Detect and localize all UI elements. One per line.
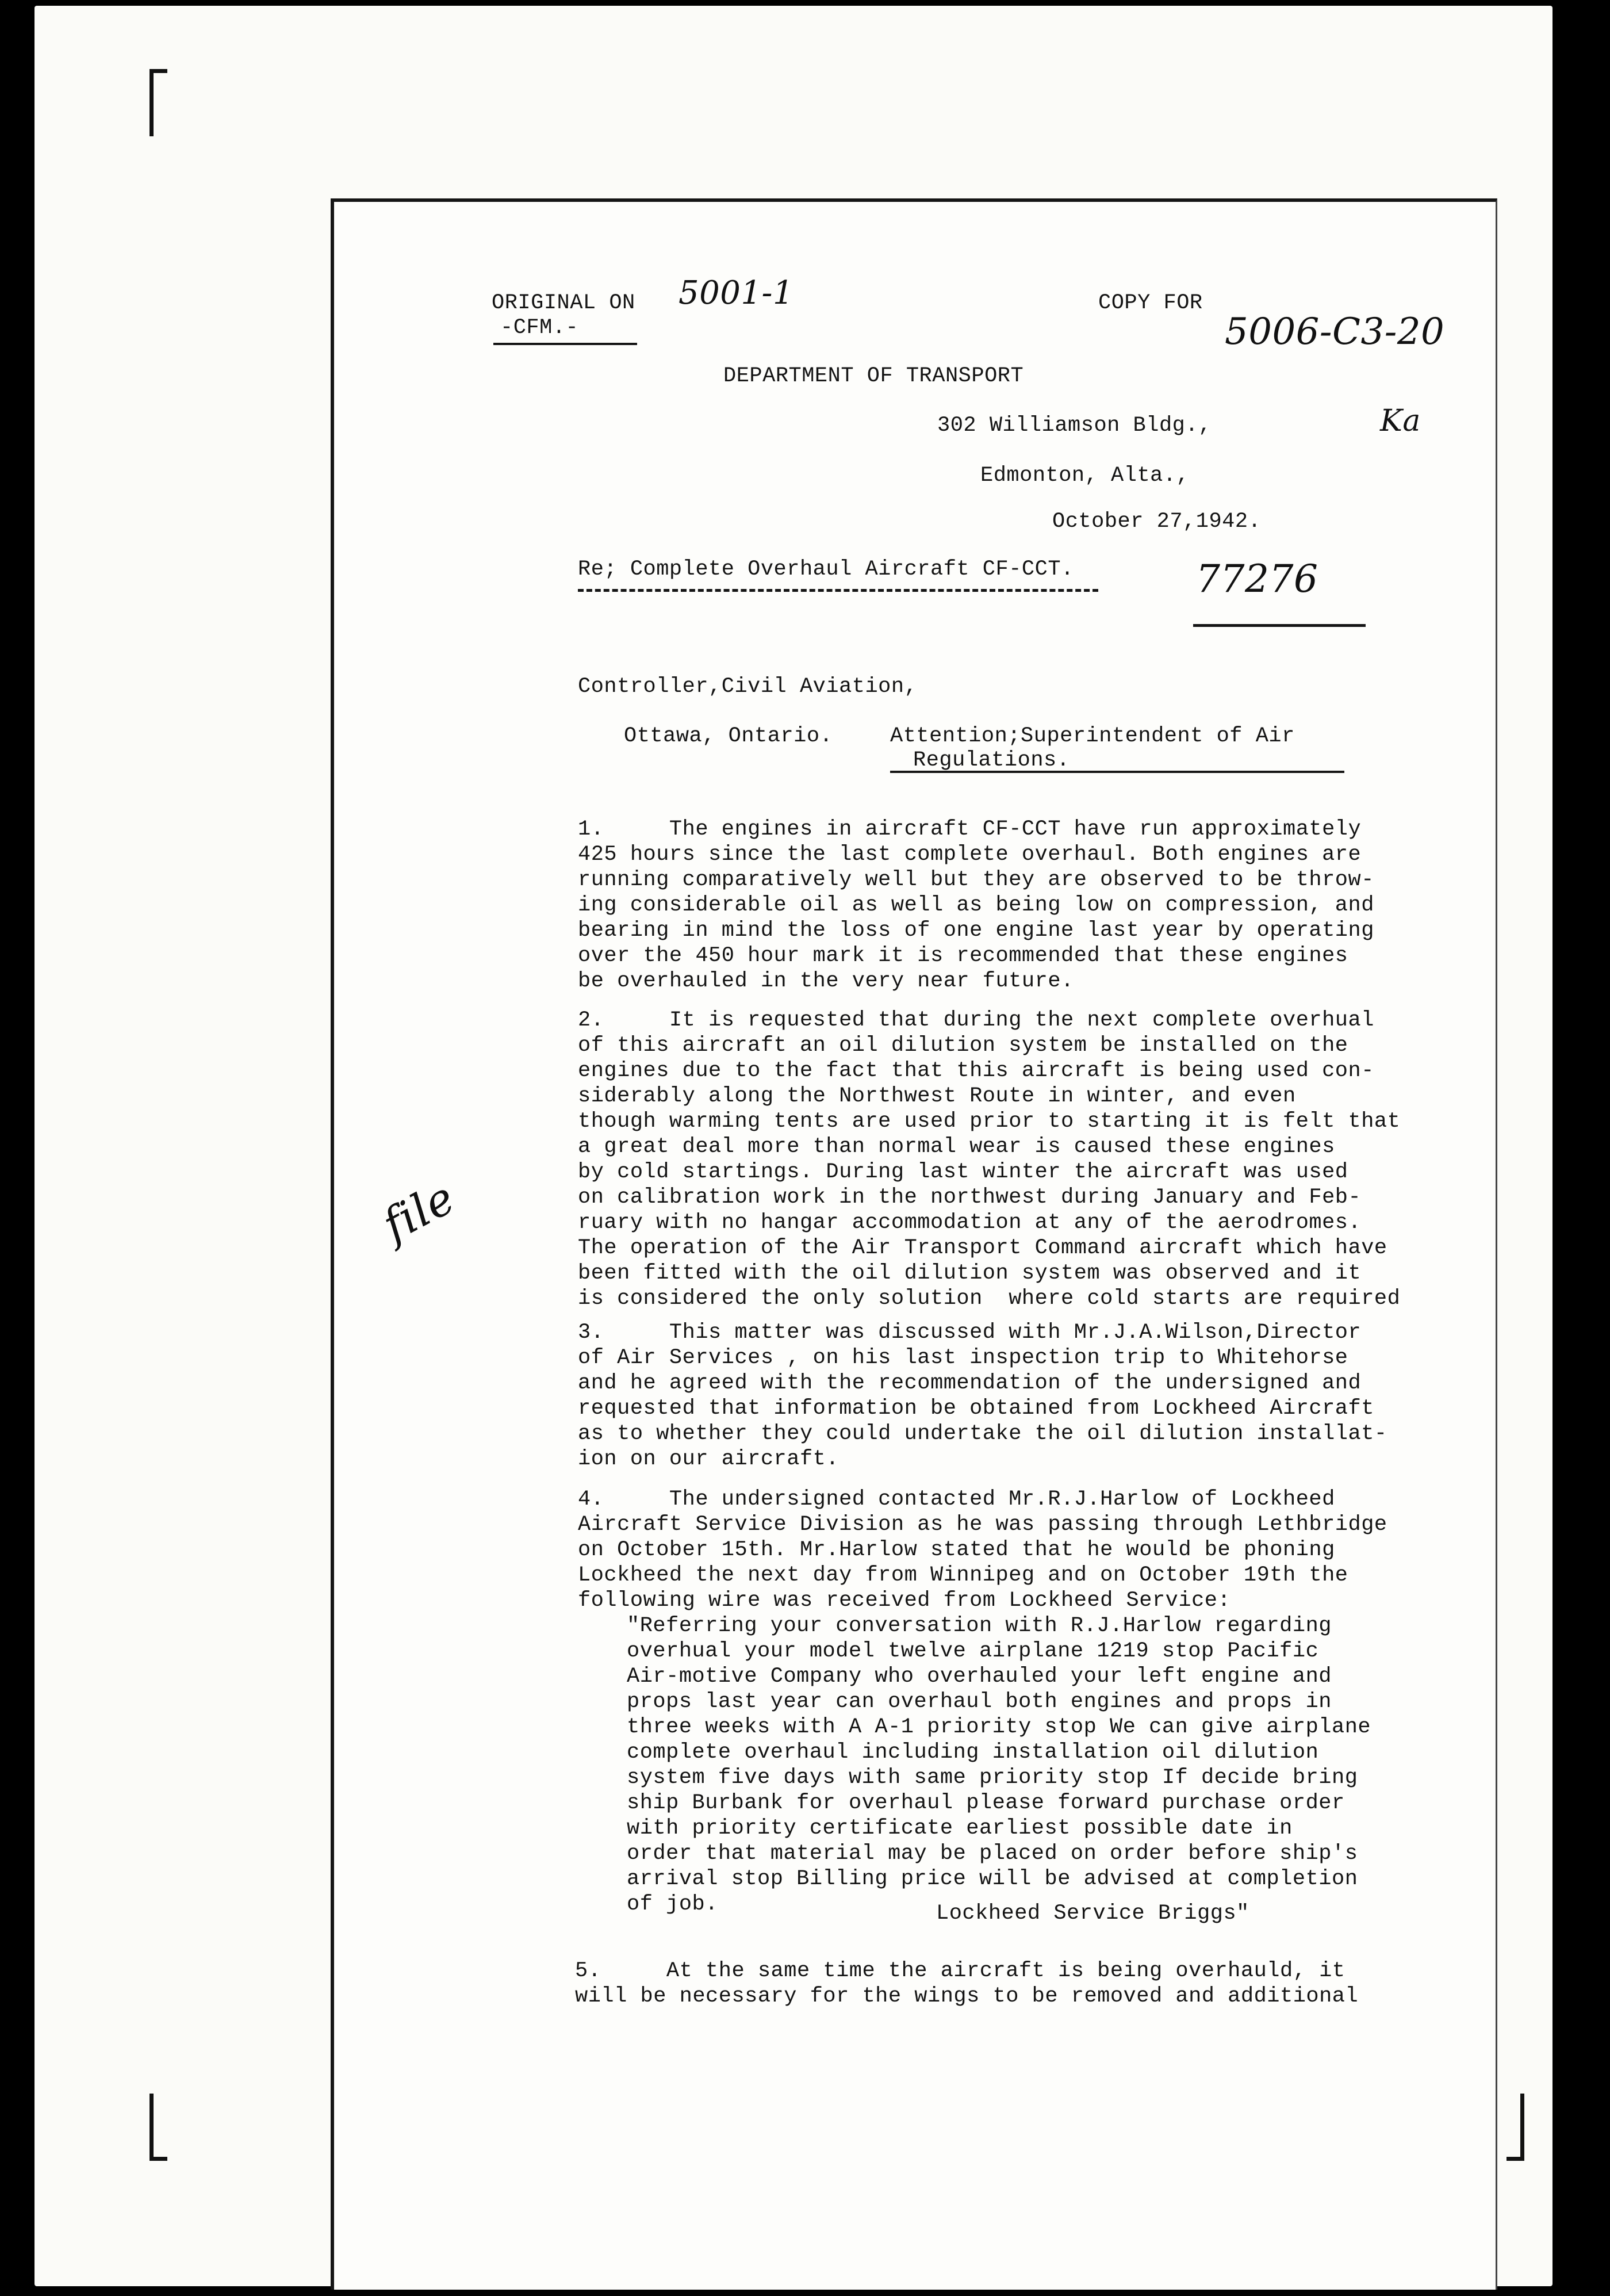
paragraph-line: ruary with no hangar accommodation at any of the aerodromes. (578, 1211, 1362, 1235)
crop-mark-top-left (150, 69, 167, 136)
paragraph-line: over the 450 hour mark it is recommended that these engines (578, 944, 1348, 968)
paragraph-5 (575, 1958, 1358, 2009)
telegram-quote (627, 1613, 1371, 1917)
address-line-2: Edmonton, Alta., (980, 464, 1190, 488)
paragraph-line: Lockheed the next day from Winnipeg and on October 19th the (578, 1563, 1348, 1587)
telegram-line: with priority certificate earliest possible date in (627, 1816, 1293, 1840)
paragraph-3 (578, 1320, 1387, 1472)
telegram-line: props last year can overhaul both engines and props in (627, 1690, 1332, 1714)
recipient-city: Ottawa, Ontario. (624, 724, 833, 748)
telegram-line: ship Burbank for overhaul please forward purchase order (627, 1791, 1345, 1815)
paragraph-line: running comparatively well but they are observed to be throw- (578, 868, 1374, 892)
paragraph-line: of Air Services , on his last inspection trip to Whitehorse (578, 1346, 1348, 1370)
telegram-line: "Referring your conversation with R.J.Harlow regarding (627, 1614, 1332, 1638)
paragraph-line: been fitted with the oil dilution system was observed and it (578, 1261, 1362, 1285)
telegram-line: of job. (627, 1892, 718, 1916)
telegram-line: system five days with same priority stop If decide bring (627, 1766, 1358, 1790)
department-heading: DEPARTMENT OF TRANSPORT (723, 364, 1024, 388)
reference-number-handwritten: 77276 (1196, 557, 1318, 601)
original-on-label: ORIGINAL ON (492, 291, 635, 315)
subject-underline (578, 589, 1098, 592)
telegram-signature: Lockheed Service Briggs" (936, 1901, 1249, 1926)
paragraph-line: The operation of the Air Transport Command aircraft which have (578, 1236, 1387, 1260)
paragraph-line: a great deal more than normal wear is caused these engines (578, 1135, 1335, 1159)
crop-mark-bottom-left (150, 2094, 167, 2161)
paragraph-line: requested that information be obtained from Lockheed Aircraft (578, 1396, 1374, 1421)
original-on-handwritten: 5001-1 (678, 274, 794, 312)
initials-handwritten: Ka (1380, 404, 1421, 438)
paragraph-line: 3. This matter was discussed with Mr.J.A.Wilson,Director (578, 1321, 1362, 1345)
paragraph-1 (578, 817, 1374, 994)
paragraph-line: on October 15th. Mr.Harlow stated that he would be phoning (578, 1538, 1335, 1562)
attention-line-1: Attention;Superintendent of Air (890, 724, 1295, 748)
crop-mark-bottom-right (1506, 2094, 1524, 2161)
paragraph-line: ion on our aircraft. (578, 1447, 839, 1471)
recipient-title: Controller,Civil Aviation, (578, 675, 918, 699)
paragraph-line: siderably along the Northwest Route in winter, and even (578, 1084, 1296, 1108)
reference-number-underline (1193, 624, 1366, 627)
original-on-sub: -CFM.- (500, 316, 579, 340)
paragraph-line: will be necessary for the wings to be removed and additional (575, 1984, 1359, 2008)
paragraph-line: 5. At the same time the aircraft is being overhauld, it (575, 1959, 1346, 1983)
attention-line-2: Regulations. (913, 748, 1070, 772)
paragraph-line: 2. It is requested that during the next complete overhual (578, 1008, 1374, 1032)
attention-underline (890, 771, 1344, 773)
paragraph-line: as to whether they could undertake the oil dilution installat- (578, 1422, 1387, 1446)
copy-for-handwritten: 5006-C3-20 (1225, 311, 1445, 353)
copy-for-label: COPY FOR (1098, 291, 1203, 315)
letter-date: October 27,1942. (1052, 510, 1262, 534)
paragraph-4 (578, 1487, 1387, 1613)
paragraph-line: Aircraft Service Division as he was passing through Lethbridge (578, 1513, 1387, 1537)
paragraph-line: of this aircraft an oil dilution system be installed on the (578, 1034, 1348, 1058)
telegram-line: complete overhaul including installation oil dilution (627, 1740, 1319, 1765)
telegram-line: Air-motive Company who overhauled your left engine and (627, 1664, 1332, 1689)
paragraph-line: and he agreed with the recommendation of the undersigned and (578, 1371, 1362, 1395)
original-on-underline (493, 343, 637, 345)
telegram-line: arrival stop Billing price will be advised at completion (627, 1867, 1358, 1891)
paragraph-line: by cold startings. During last winter the aircraft was used (578, 1160, 1348, 1184)
subject-line: Re; Complete Overhaul Aircraft CF-CCT. (578, 557, 1074, 581)
margin-note-handwritten: file (374, 1172, 463, 1252)
paragraph-line: ing considerable oil as well as being low on compression, and (578, 893, 1374, 917)
paragraph-line: 4. The undersigned contacted Mr.R.J.Harlow of Lockheed (578, 1487, 1335, 1511)
paragraph-2 (578, 1008, 1400, 1311)
paragraph-line: be overhauled in the very near future. (578, 969, 1074, 993)
paragraph-line: bearing in mind the loss of one engine last year by operating (578, 919, 1374, 943)
telegram-line: order that material may be placed on order before ship's (627, 1842, 1358, 1866)
paragraph-line: following wire was received from Lockheed Service: (578, 1589, 1231, 1613)
paragraph-line: is considered the only solution where cold starts are required (578, 1287, 1401, 1311)
telegram-line: three weeks with A A-1 priority stop We can give airplane (627, 1715, 1371, 1739)
paragraph-line: engines due to the fact that this aircraft is being used con- (578, 1059, 1374, 1083)
address-line-1: 302 Williamson Bldg., (937, 414, 1212, 438)
telegram-line: overhual your model twelve airplane 1219 stop Pacific (627, 1639, 1319, 1663)
paragraph-line: though warming tents are used prior to starting it is felt that (578, 1109, 1401, 1134)
paragraph-line: on calibration work in the northwest during January and Feb- (578, 1185, 1362, 1210)
paragraph-line: 1. The engines in aircraft CF-CCT have run approximately (578, 817, 1362, 841)
paragraph-line: 425 hours since the last complete overhaul. Both engines are (578, 843, 1362, 867)
